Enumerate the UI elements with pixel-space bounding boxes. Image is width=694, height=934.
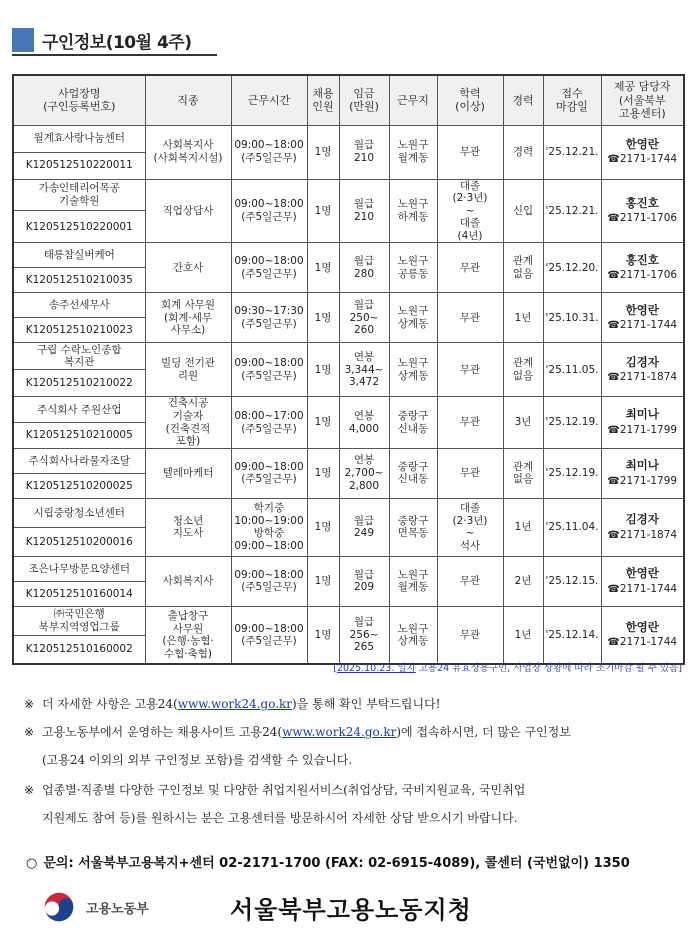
deadline-cell: '25.12.19. — [543, 448, 601, 498]
count-cell: 1명 — [307, 293, 339, 343]
contact-name: 홍진호 — [625, 252, 659, 267]
phone-icon: ☎ — [607, 425, 620, 437]
registration-number: K120512510200025 — [13, 473, 145, 498]
deadline-cell: '25.12.20. — [543, 243, 601, 293]
job-cell: 직업상담사 — [145, 179, 231, 243]
career-cell: 1년 — [503, 606, 543, 664]
deadline-cell: '25.12.21. — [543, 125, 601, 179]
hours-cell: 09:00~18:00 (주5일근무) — [231, 343, 307, 397]
company-name: 구립 수락노인종합 복지관 — [13, 343, 145, 370]
edu-cell: 무관 — [437, 448, 503, 498]
table-header-row — [13, 75, 684, 125]
phone-icon: ☎ — [607, 213, 620, 225]
job-cell: 출납창구 사무원 (은행·농협· 수협·축협) — [145, 606, 231, 664]
table-footnote: [2025.10.23. 일자 고용24 유효상용구인, 사업장 상황에 따라 조기마감 될 수 있음] — [333, 663, 682, 674]
edu-cell: 무관 — [437, 556, 503, 606]
table-row — [13, 606, 684, 635]
info-text: 더 자세한 사항은 고용24( — [42, 697, 178, 711]
count-cell: 1명 — [307, 125, 339, 179]
hours-cell: 09:30~17:30 (주5일근무) — [231, 293, 307, 343]
hours-cell: 08:00~17:00 (주5일근무) — [231, 397, 307, 448]
contact-name: 김경자 — [625, 511, 659, 526]
contact-phone — [603, 153, 683, 166]
table-row — [13, 293, 684, 318]
wage-cell: 연봉 3,344~ 3,472 — [339, 343, 389, 397]
registration-number: K120512510220001 — [13, 211, 145, 243]
wage-cell: 월급 210 — [339, 179, 389, 243]
place-cell: 노원구 상계동 — [389, 293, 437, 343]
hours-cell: 09:00~18:00 (주5일근무) — [231, 243, 307, 293]
hours-cell: 09:00~18:00 (주5일근무) — [231, 606, 307, 664]
job-cell: 사회복지사 (사회복지시설) — [145, 125, 231, 179]
place-cell: 노원구 월계동 — [389, 125, 437, 179]
column-header: 사업장명 (구인등록번호) — [13, 75, 145, 125]
phone-icon: ☎ — [607, 270, 620, 282]
note-mark: ※ — [24, 725, 35, 739]
contact-cell — [601, 498, 684, 556]
phone-icon: ☎ — [607, 372, 620, 384]
contact-name: 최미나 — [625, 407, 659, 422]
phone-icon: ☎ — [607, 320, 620, 332]
wage-cell: 월급 249 — [339, 498, 389, 556]
page-title-bar — [12, 26, 217, 54]
registration-number: K120512510160002 — [13, 635, 145, 664]
phone-number: 2171-1874 — [619, 371, 678, 384]
contact-cell — [601, 606, 684, 664]
edu-cell: 무관 — [437, 606, 503, 664]
edu-cell: 무관 — [437, 293, 503, 343]
column-header: 제공 담당자 (서울북부 고용센터) — [601, 75, 684, 125]
phone-number: 2171-1744 — [619, 636, 678, 649]
company-name: 가송인테리어목공 기술학원 — [13, 179, 145, 211]
wage-cell: 연봉 4,000 — [339, 397, 389, 448]
table-row — [13, 125, 684, 152]
contact-cell — [601, 397, 684, 448]
contact-phone — [603, 475, 683, 488]
job-cell: 건축시공 기술자 (건축견적 포함) — [145, 397, 231, 448]
company-name: 태릉참실버케어 — [13, 243, 145, 268]
deadline-cell: '25.12.14. — [543, 606, 601, 664]
phone-number: 2171-1744 — [619, 153, 678, 166]
table-row — [13, 556, 684, 581]
registration-number: K120512510160014 — [13, 581, 145, 606]
work24-link[interactable]: www.work24.go.kr — [282, 725, 397, 739]
hours-cell: 09:00~18:00 (주5일근무) — [231, 125, 307, 179]
count-cell: 1명 — [307, 448, 339, 498]
column-header: 임금 (만원) — [339, 75, 389, 125]
inquiry-line — [26, 852, 630, 871]
job-cell: 간호사 — [145, 243, 231, 293]
phone-number: 2171-1706 — [619, 212, 678, 225]
count-cell: 1명 — [307, 556, 339, 606]
wage-cell: 월급 210 — [339, 125, 389, 179]
contact-phone — [603, 371, 683, 384]
company-name: 조은나무방문요양센터 — [13, 556, 145, 581]
contact-cell — [601, 125, 684, 179]
info-line-1 — [24, 696, 441, 713]
contact-name: 한영란 — [625, 136, 659, 151]
phone-number: 2171-1874 — [619, 528, 678, 541]
contact-cell — [601, 448, 684, 498]
phone-icon: ☎ — [607, 529, 620, 541]
job-cell: 텔레마케터 — [145, 448, 231, 498]
wage-cell: 월급 250~ 260 — [339, 293, 389, 343]
phone-number: 2171-1744 — [619, 582, 678, 595]
phone-number: 2171-1799 — [619, 424, 678, 437]
edu-cell: 무관 — [437, 343, 503, 397]
company-name: 시립중랑청소년센터 — [13, 498, 145, 527]
column-header: 접수 마감일 — [543, 75, 601, 125]
phone-icon: ☎ — [607, 637, 620, 649]
place-cell: 중랑구 신내동 — [389, 397, 437, 448]
place-cell: 노원구 월계동 — [389, 556, 437, 606]
job-cell: 회계 사무원 (회계·세무 사무소) — [145, 293, 231, 343]
place-cell: 노원구 상계동 — [389, 343, 437, 397]
table-row — [13, 448, 684, 473]
phone-number: 2171-1744 — [619, 319, 678, 332]
info-line-3 — [24, 782, 525, 799]
count-cell: 1명 — [307, 179, 339, 243]
wage-cell: 월급 280 — [339, 243, 389, 293]
company-name: 주식회사 주원산업 — [13, 397, 145, 423]
note-mark: ※ — [24, 697, 35, 711]
wage-cell: 연봉 2,700~ 2,800 — [339, 448, 389, 498]
hours-cell: 학기중 10:00~19:00 방학중 09:00~18:00 — [231, 498, 307, 556]
wage-cell: 월급 209 — [339, 556, 389, 606]
career-cell: 관계 없음 — [503, 243, 543, 293]
contact-phone — [603, 529, 683, 542]
phone-number: 2171-1706 — [619, 269, 678, 282]
note-mark: ※ — [24, 783, 35, 797]
edu-cell: 대졸 (2·3년) ~ 석사 — [437, 498, 503, 556]
job-cell: 사회복지사 — [145, 556, 231, 606]
work24-link[interactable]: www.work24.go.kr — [177, 697, 293, 711]
table-body — [13, 125, 684, 664]
ministry-logo — [40, 888, 149, 926]
career-cell: 1년 — [503, 498, 543, 556]
career-cell: 2년 — [503, 556, 543, 606]
place-cell: 노원구 상계동 — [389, 606, 437, 664]
job-listings-table — [12, 74, 685, 665]
contact-cell — [601, 293, 684, 343]
company-name: ㈜국민은행 북부지역영업그룹 — [13, 606, 145, 635]
career-cell: 1년 — [503, 293, 543, 343]
contact-phone — [603, 636, 683, 649]
count-cell: 1명 — [307, 397, 339, 448]
company-name: 주식회사나라물자조달 — [13, 448, 145, 473]
company-name: 월계효사랑나눔센터 — [13, 125, 145, 152]
registration-number: K120512510210023 — [13, 318, 145, 343]
column-header: 근무시간 — [231, 75, 307, 125]
place-cell: 중랑구 신내동 — [389, 448, 437, 498]
footnote-date: 2025.10.23. 일자 — [336, 663, 416, 674]
info-text: 업종별·직종별 다양한 구인정보 및 다양한 취업지원서비스(취업상담, 국비지원교육, 국민취업 — [42, 783, 526, 797]
place-cell: 노원구 하계동 — [389, 179, 437, 243]
deadline-cell: '25.11.04. — [543, 498, 601, 556]
info-line-2-cont — [42, 752, 352, 769]
deadline-cell: '25.12.21. — [543, 179, 601, 243]
ministry-name: 고용노동부 — [86, 901, 149, 917]
wage-cell: 월급 256~ 265 — [339, 606, 389, 664]
contact-name: 한영란 — [625, 619, 659, 634]
contact-phone — [603, 424, 683, 437]
column-header: 근무지 — [389, 75, 437, 125]
contact-cell — [601, 343, 684, 397]
taegeuk-icon — [40, 888, 78, 926]
hours-cell: 09:00~18:00 (주5일근무) — [231, 179, 307, 243]
phone-number: 2171-1799 — [619, 474, 678, 487]
career-cell: 관계 없음 — [503, 448, 543, 498]
table-row — [13, 179, 684, 211]
deadline-cell: '25.10.31. — [543, 293, 601, 343]
edu-cell: 무관 — [437, 243, 503, 293]
column-header: 경력 — [503, 75, 543, 125]
deadline-cell: '25.12.15. — [543, 556, 601, 606]
company-name: 송주선세무사 — [13, 293, 145, 318]
contact-cell — [601, 556, 684, 606]
place-cell: 중랑구 면목동 — [389, 498, 437, 556]
phone-icon: ☎ — [607, 583, 620, 595]
info-text: )을 통해 확인 부탁드립니다! — [292, 697, 441, 711]
info-text: (고용24 이외의 외부 구인정보 포함)를 검색할 수 있습니다. — [42, 753, 353, 767]
career-cell: 3년 — [503, 397, 543, 448]
edu-cell: 대졸 (2·3년) ~ 대졸 (4년) — [437, 179, 503, 243]
info-text: )에 접속하시면, 더 많은 구인정보 — [396, 725, 571, 739]
column-header: 직종 — [145, 75, 231, 125]
contact-phone — [603, 212, 683, 225]
contact-cell — [601, 243, 684, 293]
title-marker — [12, 28, 34, 52]
registration-number: K120512510200016 — [13, 527, 145, 556]
deadline-cell: '25.11.05. — [543, 343, 601, 397]
hours-cell: 09:00~18:00 (주5일근무) — [231, 556, 307, 606]
page-title: 구인정보(10월 4주) — [42, 32, 192, 53]
contact-phone — [603, 319, 683, 332]
career-cell: 경력 — [503, 125, 543, 179]
count-cell: 1명 — [307, 243, 339, 293]
contact-name: 한영란 — [625, 565, 659, 580]
contact-name: 최미나 — [625, 457, 659, 472]
inquiry-text: 문의: 서울북부고용복지+센터 02-2171-1700 (FAX: 02-6915-4089), 콜센터 (국번없이) 1350 — [43, 856, 630, 871]
count-cell: 1명 — [307, 498, 339, 556]
table-row — [13, 343, 684, 370]
table-row — [13, 397, 684, 423]
info-line-3-cont — [42, 810, 518, 827]
edu-cell: 무관 — [437, 125, 503, 179]
table-row — [13, 498, 684, 527]
phone-icon: ☎ — [607, 154, 620, 166]
contact-name: 한영란 — [625, 302, 659, 317]
hours-cell: 09:00~18:00 (주5일근무) — [231, 448, 307, 498]
job-cell: 빌딩 전기관 리원 — [145, 343, 231, 397]
agency-name: 서울북부고용노동지청 — [230, 896, 472, 924]
registration-number: K120512510210035 — [13, 268, 145, 293]
table-row — [13, 243, 684, 268]
contact-phone — [603, 583, 683, 596]
place-cell: 노원구 공릉동 — [389, 243, 437, 293]
career-cell: 신입 — [503, 179, 543, 243]
column-header: 학력 (이상) — [437, 75, 503, 125]
circle-bullet: ○ — [26, 856, 38, 871]
registration-number: K120512510210005 — [13, 423, 145, 449]
career-cell: 관계 없음 — [503, 343, 543, 397]
contact-name: 홍진호 — [625, 195, 659, 210]
footnote-text: 고용24 유효상용구인, 사업장 상황에 따라 조기마감 될 수 있음 — [415, 663, 679, 674]
count-cell: 1명 — [307, 606, 339, 664]
contact-name: 김경자 — [625, 354, 659, 369]
count-cell: 1명 — [307, 343, 339, 397]
title-underline — [12, 54, 217, 56]
info-line-2 — [24, 724, 571, 741]
registration-number: K120512510220011 — [13, 152, 145, 179]
deadline-cell: '25.12.19. — [543, 397, 601, 448]
info-text: 지원제도 참여 등)를 원하시는 분은 고용센터를 방문하시어 자세한 상담 받으시기 바랍니다. — [42, 811, 518, 825]
contact-phone — [603, 269, 683, 282]
edu-cell: 무관 — [437, 397, 503, 448]
registration-number: K120512510210022 — [13, 370, 145, 397]
contact-cell — [601, 179, 684, 243]
column-header: 채용 인원 — [307, 75, 339, 125]
job-cell: 청소년 지도사 — [145, 498, 231, 556]
phone-icon: ☎ — [607, 475, 620, 487]
info-text: 고용노동부에서 운영하는 채용사이트 고용24( — [42, 725, 283, 739]
